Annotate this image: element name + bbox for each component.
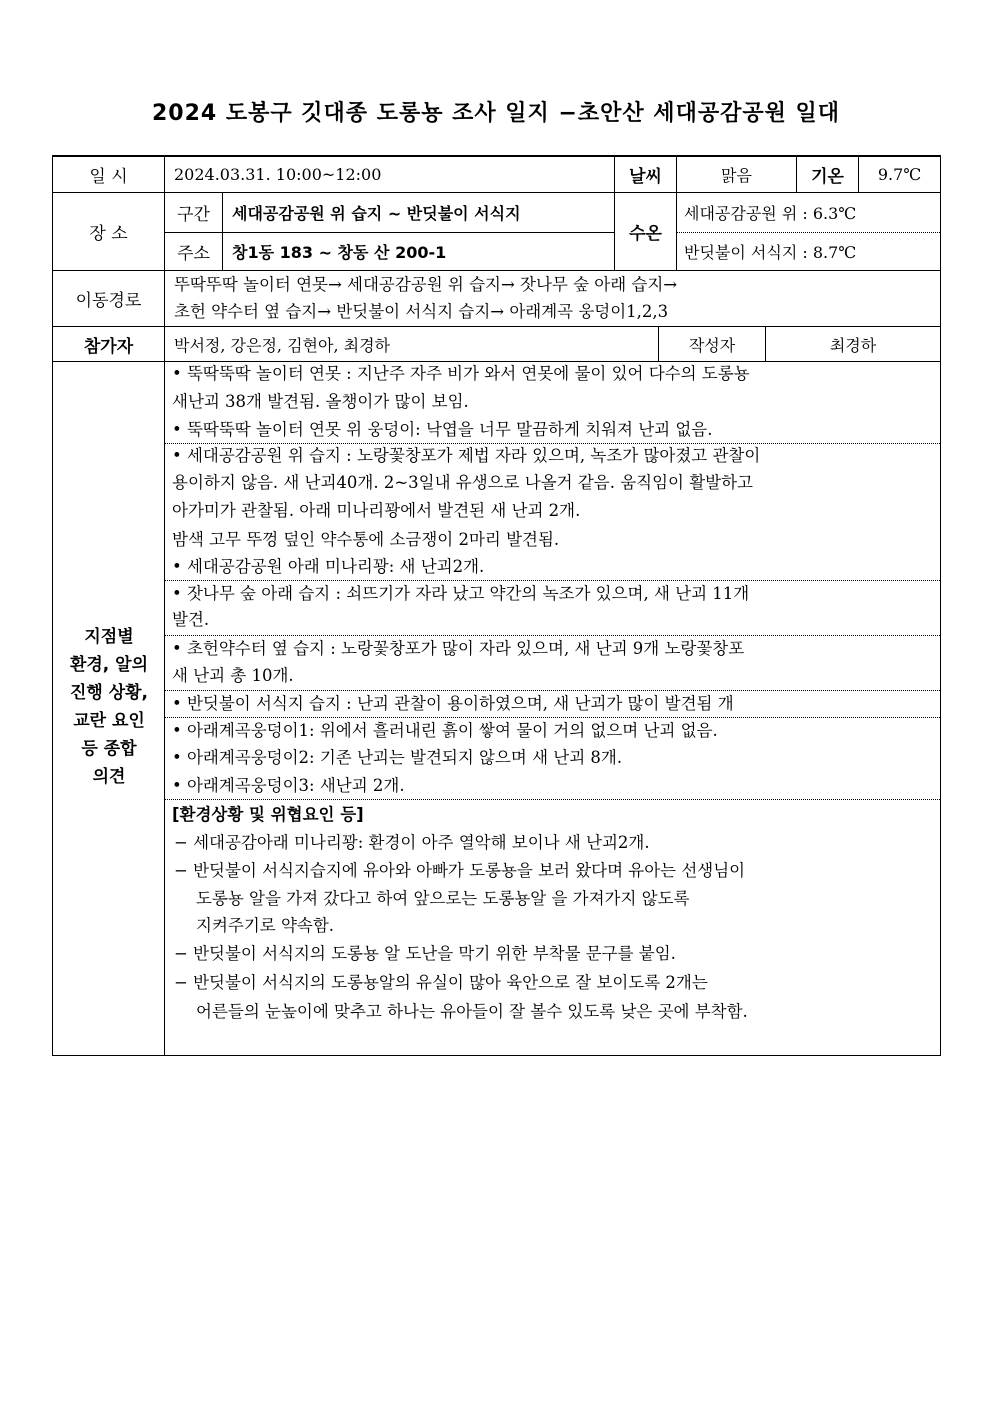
route-label: 이동경로 bbox=[75, 291, 142, 311]
opinion-line: • 반딧불이 서식지 습지 : 난괴 관찰이 용이하였으며, 새 난괴가 많이 발견됨 개 bbox=[172, 694, 734, 713]
opinion-line: • 세대공감공원 아래 미나리꽝: 새 난괴2개. bbox=[172, 557, 485, 576]
weather-value: 맑음 bbox=[721, 166, 752, 185]
env-line: − 세대공감아래 미나리꽝: 환경이 아주 열악해 보이나 새 난괴2개. bbox=[174, 833, 650, 852]
env-line: 도롱뇽 알을 가져 갔다고 하여 앞으로는 도롱뇽알 을 가져가지 않도록 bbox=[196, 889, 690, 908]
water-temp-label: 수온 bbox=[629, 224, 662, 244]
opinion-line: • 아래계곡웅덩이1: 위에서 흘러내린 흙이 쌓여 물이 거의 없으며 난괴 없음. bbox=[172, 721, 718, 740]
temp-label: 기온 bbox=[811, 167, 844, 187]
author-value: 최경하 bbox=[829, 335, 877, 355]
opinion-line: • 잣나무 숲 아래 습지 : 쇠뜨기가 자라 났고 약간의 녹조가 있으며, 새 난괴 11개 bbox=[172, 584, 750, 603]
env-line: − 반딧불이 서식지의 도롱뇽알의 유실이 많아 육안으로 잘 보이도록 2개는 bbox=[174, 973, 708, 992]
temp-value: 9.7℃ bbox=[877, 165, 922, 184]
route-line-1: 뚜딱뚜딱 놀이터 연못→ 세대공감공원 위 습지→ 잣나무 숲 아래 습지→ bbox=[174, 275, 678, 294]
opinion-line: • 아래계곡웅덩이2: 기존 난괴는 발견되지 않으며 새 난괴 8개. bbox=[172, 748, 623, 767]
route-line-2: 초헌 약수터 옆 습지→ 반딧불이 서식지 습지→ 아래계곡 웅덩이1,2,3 bbox=[174, 302, 669, 321]
opinion-line: 새난괴 38개 발견됨. 올챙이가 많이 보임. bbox=[172, 392, 469, 411]
address-value: 창1동 183 ~ 창동 산 200-1 bbox=[232, 243, 447, 262]
participants-value: 박서정, 강은정, 김현아, 최경하 bbox=[174, 335, 390, 355]
water-temp-2: 반딧불이 서식지 : 8.7℃ bbox=[684, 243, 857, 262]
env-line: 어른들의 눈높이에 맞추고 하나는 유아들이 잘 볼수 있도록 낮은 곳에 부착함. bbox=[196, 1002, 748, 1021]
env-line: 지켜주기로 약속함. bbox=[196, 916, 335, 935]
page-title: 2024 도봉구 깃대종 도롱뇽 조사 일지 −초안산 세대공감공원 일대 bbox=[152, 101, 840, 126]
address-label: 주소 bbox=[177, 244, 210, 264]
opinion-line: • 아래계곡웅덩이3: 새난괴 2개. bbox=[172, 776, 405, 795]
opinion-line: • 초헌약수터 옆 습지 : 노랑꽃창포가 많이 자라 있으며, 새 난괴 9개 노랑꽃창포 bbox=[172, 639, 745, 658]
participants-label: 참가자 bbox=[83, 336, 134, 357]
opinion-line: 발견. bbox=[172, 610, 210, 629]
opinion-line: 새 난괴 총 10개. bbox=[172, 666, 294, 685]
opinion-line: • 뚝딱뚝딱 놀이터 연못 위 웅덩이: 낙엽을 너무 말끔하게 치워져 난괴 없음. bbox=[172, 420, 713, 439]
place-label: 장 소 bbox=[89, 224, 128, 244]
opinion-line: • 뚝딱뚝딱 놀이터 연못 : 지난주 자주 비가 와서 연못에 물이 있어 다수의 도롱뇽 bbox=[172, 364, 750, 383]
weather-label: 날씨 bbox=[629, 167, 662, 187]
datetime-value: 2024.03.31. 10:00~12:00 bbox=[174, 165, 382, 184]
section-label: 구간 bbox=[177, 205, 210, 225]
datetime-label: 일 시 bbox=[89, 167, 128, 187]
author-label: 작성자 bbox=[688, 335, 736, 355]
opinion-line: 아가미가 관찰됨. 아래 미나리꽝에서 발견된 새 난괴 2개. bbox=[172, 501, 581, 520]
opinion-line: 밤색 고무 뚜껑 덮인 약수통에 소금쟁이 2마리 발견됨. bbox=[172, 530, 560, 549]
opinion-line: • 세대공감공원 위 습지 : 노랑꽃창포가 제법 자라 있으며, 녹조가 많아졌고 관찰이 bbox=[172, 446, 761, 465]
env-heading: [환경상황 및 위협요인 등] bbox=[172, 805, 364, 824]
opinion-label: 지점별 환경, 알의 진행 상황, 교란 요인 등 종합 의견 bbox=[69, 627, 149, 787]
opinion-line: 용이하지 않음. 새 난괴40개. 2~3일내 유생으로 나올거 같음. 움직임이 활발하고 bbox=[172, 473, 753, 492]
water-temp-1: 세대공감공원 위 : 6.3℃ bbox=[684, 204, 857, 223]
env-line: − 반딧불이 서식지의 도롱뇽 알 도난을 막기 위한 부착물 문구를 붙임. bbox=[174, 944, 676, 963]
env-line: − 반딧불이 서식지습지에 유아와 아빠가 도롱뇽을 보러 왔다며 유아는 선생님이 bbox=[174, 861, 746, 880]
section-value: 세대공감공원 위 습지 ~ 반딧불이 서식지 bbox=[232, 204, 521, 223]
